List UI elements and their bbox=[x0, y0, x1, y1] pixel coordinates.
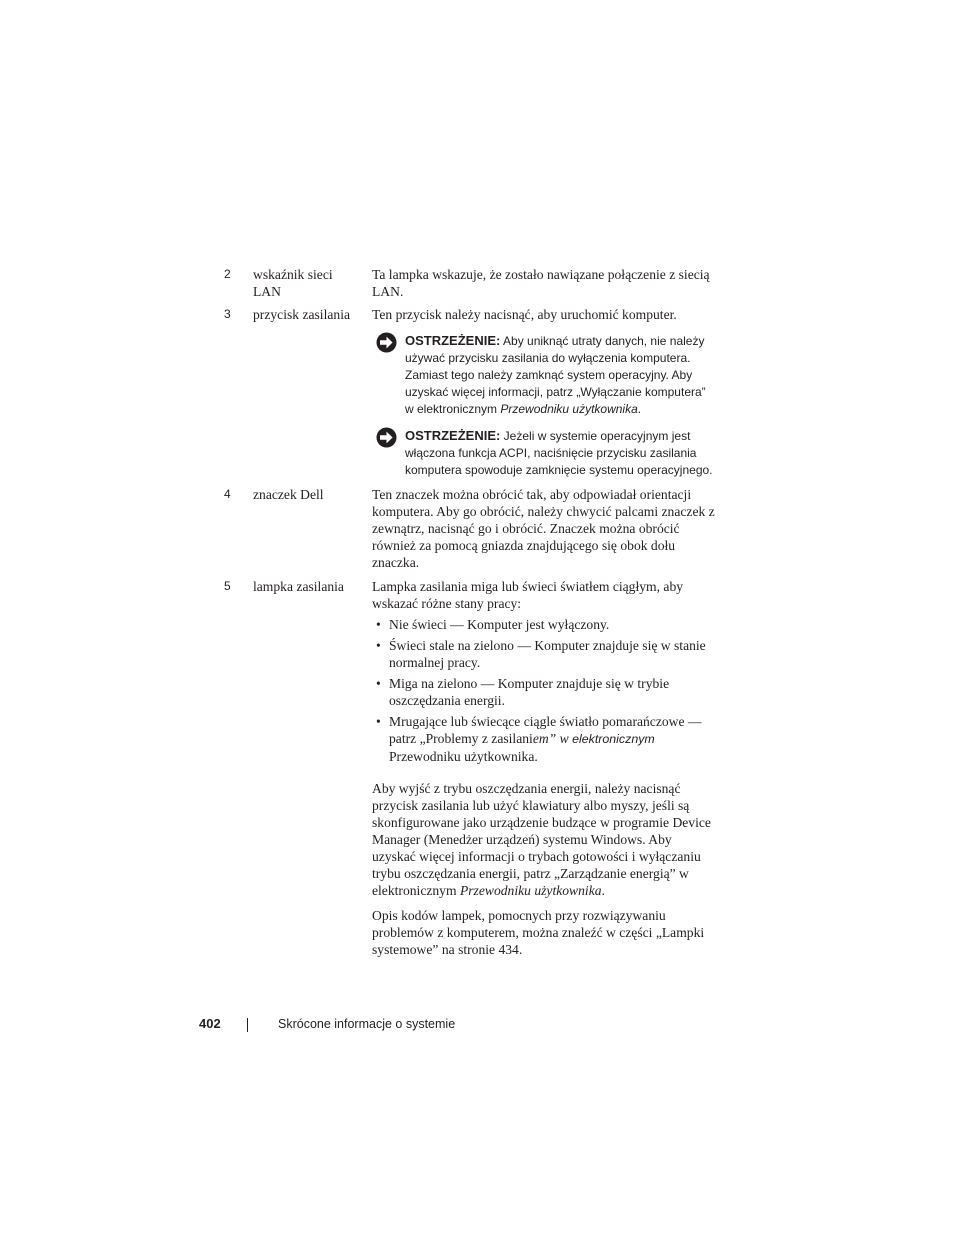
description-text: Lampka zasilania miga lub świeci światłem ciągłym, aby wskazać różne stany pracy: bbox=[372, 579, 684, 611]
paragraph-text-end: . bbox=[601, 883, 605, 898]
bullet-icon: • bbox=[376, 714, 381, 729]
notice-text bbox=[405, 427, 717, 479]
paragraph-text: Aby wyjść z trybu oszczędzania energii, należy nacisnąć przycisk zasilania lub użyć klawiatury albo myszy, jeśli są skonfigurowane jako urządzenie budzące w programie Device Manager (Menedżer urządzeń) systemu Windows. Aby uzyskać więcej informacji o trybach gotowości i wyłączaniu trybu oszczędzania energii, patrz „Zarządzanie energią” w elektronicznym bbox=[372, 781, 711, 898]
list-item-text: Mrugające lub świecące ciągle światło pomarańczowe — patrz „Problemy z zasilani bbox=[389, 714, 702, 746]
notice-arrow-icon bbox=[376, 427, 397, 448]
paragraph-text-italic: Przewodniku użytkownika bbox=[459, 883, 602, 898]
feature-name: wskaźnik sieci LAN bbox=[253, 267, 333, 299]
feature-description bbox=[372, 266, 717, 300]
list-item bbox=[372, 675, 717, 709]
list-item-text-italic: em” w bbox=[532, 731, 573, 746]
row-number: 3 bbox=[224, 307, 231, 321]
feature-name: lampka zasilania bbox=[253, 579, 344, 594]
list-item bbox=[372, 637, 717, 671]
description-text: Ta lampka wskazuje, że zostało nawiązane połączenie z siecią LAN. bbox=[372, 267, 710, 299]
description-text: Ten przycisk należy nacisnąć, aby uruchomić komputer. bbox=[372, 307, 677, 322]
description-paragraph: Opis kodów lampek, pomocnych przy rozwiązywaniu problemów z komputerem, można znaleźć w części „Lampki systemowe” na stronie 434. bbox=[372, 908, 705, 957]
list-item-text: Nie świeci — Komputer jest wyłączony. bbox=[389, 617, 610, 632]
page-footer bbox=[199, 1015, 599, 1035]
list-item bbox=[372, 616, 717, 633]
notice-text bbox=[405, 332, 717, 418]
row-number: 2 bbox=[224, 267, 231, 281]
page-number: 402 bbox=[199, 1016, 221, 1031]
list-item-text: Świeci stale na zielono — Komputer znajduje się w stanie normalnej pracy. bbox=[389, 638, 706, 670]
table-row bbox=[224, 266, 724, 306]
feature-name: znaczek Dell bbox=[253, 487, 324, 502]
power-states-list bbox=[372, 616, 717, 765]
notice-body-end: . bbox=[637, 402, 642, 416]
section-title: Skrócone informacje o systemie bbox=[278, 1017, 456, 1031]
bullet-icon: • bbox=[376, 676, 381, 691]
notice-label: OSTRZEŻENIE: bbox=[405, 333, 501, 348]
list-item-text-end: Przewodniku użytkownika. bbox=[389, 749, 538, 764]
footer-divider bbox=[247, 1018, 248, 1032]
table-row bbox=[224, 578, 724, 978]
feature-description bbox=[372, 578, 717, 958]
notice-body: Jeżeli w systemie operacyjnym jest włączona funkcja ACPI, naciśnięcie przycisku zasilania komputera spowoduje zamknięcie systemu operacyjnego. bbox=[405, 429, 713, 477]
table-row bbox=[224, 486, 724, 578]
feature-description bbox=[372, 306, 717, 323]
list-item-text-italic-sans: elektronicznym bbox=[572, 732, 655, 746]
table-row bbox=[224, 306, 724, 486]
list-item-text: Miga na zielono — Komputer znajduje się w trybie oszczędzania energii. bbox=[389, 676, 670, 708]
notice-body: Aby uniknąć utraty danych, nie należy używać przycisku zasilania do wyłączenia komputera. Zamiast tego należy zamknąć system operacyjny. Aby uzyskać więcej informacji, patrz „Wyłączanie komputera” w elektronicznym bbox=[405, 334, 706, 416]
bullet-icon: • bbox=[376, 638, 381, 653]
feature-description bbox=[372, 486, 717, 571]
bullet-icon: • bbox=[376, 617, 381, 632]
row-number: 5 bbox=[224, 579, 231, 593]
row-number: 4 bbox=[224, 487, 231, 501]
list-item bbox=[372, 713, 717, 765]
notice-arrow-icon bbox=[376, 332, 397, 353]
description-text: Ten znaczek można obrócić tak, aby odpowiadał orientacji komputera. Aby go obrócić, należy chwycić palcami znaczek z zewnątrz, nacisnąć go i obrócić. Znaczek można obrócić również za pomocą gniazda znajdującego się obok dołu znaczka. bbox=[372, 487, 715, 570]
feature-name: przycisk zasilania bbox=[253, 307, 351, 322]
notice-label: OSTRZEŻENIE: bbox=[405, 428, 501, 443]
notice-body-italic: Przewodniku użytkownika bbox=[500, 402, 638, 416]
description-paragraph bbox=[372, 780, 717, 899]
